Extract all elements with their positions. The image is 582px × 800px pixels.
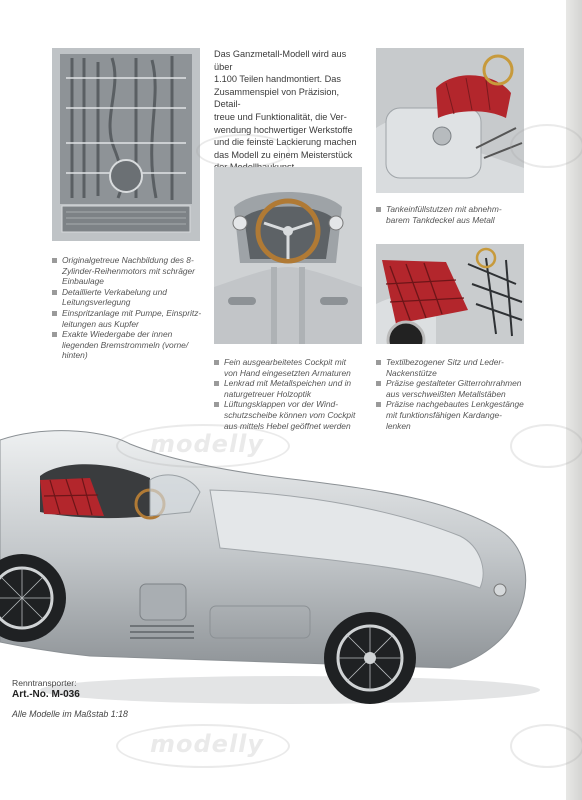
page-edge bbox=[566, 0, 582, 800]
watermark-logo bbox=[510, 724, 582, 768]
article-number: Art.-No. M-036 bbox=[12, 689, 80, 700]
tank-caption bbox=[376, 204, 546, 225]
cockpit-photo bbox=[214, 167, 362, 344]
watermark-logo bbox=[510, 124, 582, 168]
car-photo bbox=[0, 420, 540, 710]
list-item: Textilbezogener Sitz und Leder- Nackenstütze bbox=[376, 357, 546, 378]
intro-line: Das Ganzmetall-Modell wird aus über bbox=[214, 49, 347, 72]
watermark-text: modelly bbox=[150, 730, 265, 758]
tank-photo bbox=[376, 48, 524, 193]
engine-photo bbox=[52, 48, 200, 241]
list-item: Präzise nachgebautes Lenkgestänge mit funktionsfähigen Kardange- lenken bbox=[376, 399, 546, 431]
seat-photo bbox=[376, 244, 524, 344]
intro-line: treue und Funktionalität, die Ver- bbox=[214, 111, 347, 122]
intro-line: und die feinste Lackierung machen bbox=[214, 137, 357, 148]
scale-note: Alle Modelle im Maßstab 1:18 bbox=[12, 709, 128, 719]
intro-line: das Modell zu einem Meisterstück bbox=[214, 149, 353, 160]
intro-line: Zusammenspiel von Präzision, Detail- bbox=[214, 86, 340, 110]
intro-line: wendung hochwertiger Werkstoffe bbox=[214, 124, 353, 135]
transport-label: Renntransporter: bbox=[12, 678, 77, 688]
intro-line: 1.100 Teilen handmontiert. Das bbox=[214, 74, 342, 85]
list-item: Tankeinfüllstutzen mit abnehm- barem Tankdeckel aus Metall bbox=[376, 204, 546, 225]
list-item: Einspritzanlage mit Pumpe, Einspritz- leitungen aus Kupfer bbox=[52, 308, 208, 329]
list-item: Lenkrad mit Metallspeichen und in naturgetreuer Holzoptik bbox=[214, 378, 370, 399]
list-item: Detaillierte Verkabelung und Leitungsverlegung bbox=[52, 287, 208, 308]
list-item: Exakte Wiedergabe der innen liegenden Bremstrommeln (vorne/ hinten) bbox=[52, 329, 208, 361]
list-item: Originalgetreue Nachbildung des 8- Zylinder-Reihenmotors mit schräger Einbaulage bbox=[52, 255, 208, 287]
watermark-logo bbox=[196, 134, 290, 168]
list-item: Präzise gestalteter Gitterrohrrahmen aus verschweißten Metallstäben bbox=[376, 378, 546, 399]
list-item: Lüftungsklappen vor der Wind- schutzscheibe können vom Cockpit aus mittels Hebel geöffnet werden bbox=[214, 399, 370, 431]
list-item: Fein ausgearbeitetes Cockpit mit von Hand eingesetzten Armaturen bbox=[214, 357, 370, 378]
watermark-logo bbox=[510, 424, 582, 468]
watermark-text: modelly bbox=[150, 430, 265, 458]
engine-features-list bbox=[52, 255, 208, 361]
